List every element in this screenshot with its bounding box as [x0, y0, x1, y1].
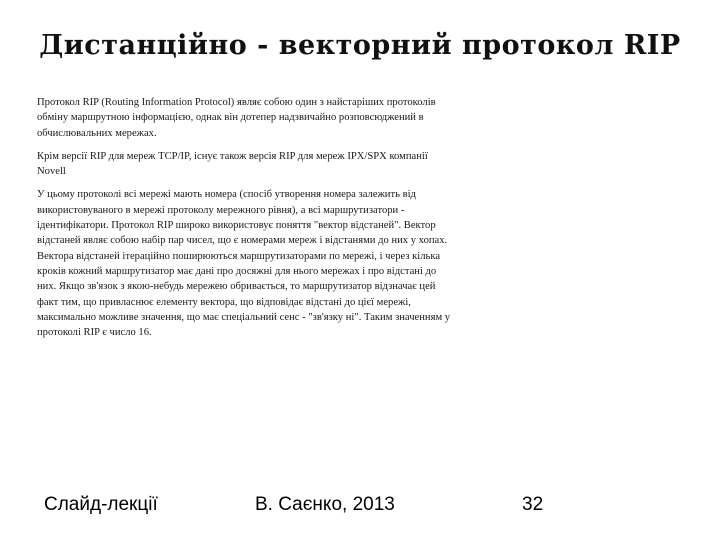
footer-course-label: Слайд-лекції [44, 494, 158, 515]
footer-author-year: В. Саєнко, 2013 [255, 494, 395, 515]
paragraph-distance-vector: У цьому протоколі всі мережі мають номера (спосіб утворення номера залежить від використовуваного в мережі протоколу мережного рівня), а всі маршрутизатори - ідентифікатори. Протокол RIP широко використовує поняття "вектор відстаней". Вектор відстаней являє собою набір пар чисел, що є номерами мереж і відстанями до них у хопах. [37, 189, 448, 247]
paragraph-propagation: Вектора відстаней ітераційно поширюються маршрутизаторами по мережі, і через кілька кроків кожний маршрутизатор має дані про досяжні для нього мережах і про відстані до них. Якщо зв'язок з якою-небудь мережею обривається, то маршрутизатор відзначає цей факт тим, що привласнює елементу вектора, що відповідає відстані до цієї мережі, максимально можливе значення, що має спеціальний сенс - "зв'язку ні". Таким значенням у протоколі RIP є число 16. [37, 250, 451, 339]
footer-page-number: 32 [522, 494, 544, 515]
paragraph-intro: Протокол RIP (Routing Information Protocol) являє собою один з найстаріших протоколів обміну маршрутною інформацією, однак він дотепер надзвичайно розповсюджений в обчислювальних мережах. [37, 97, 436, 139]
slide-body [37, 95, 457, 348]
slide-title: Дистанційно - векторний протокол RIP [39, 30, 681, 61]
paragraph-novell: Крім версії RIP для мереж TCP/IP, існує також версія RIP для мереж IPX/SPX компанії Novell [37, 150, 428, 178]
